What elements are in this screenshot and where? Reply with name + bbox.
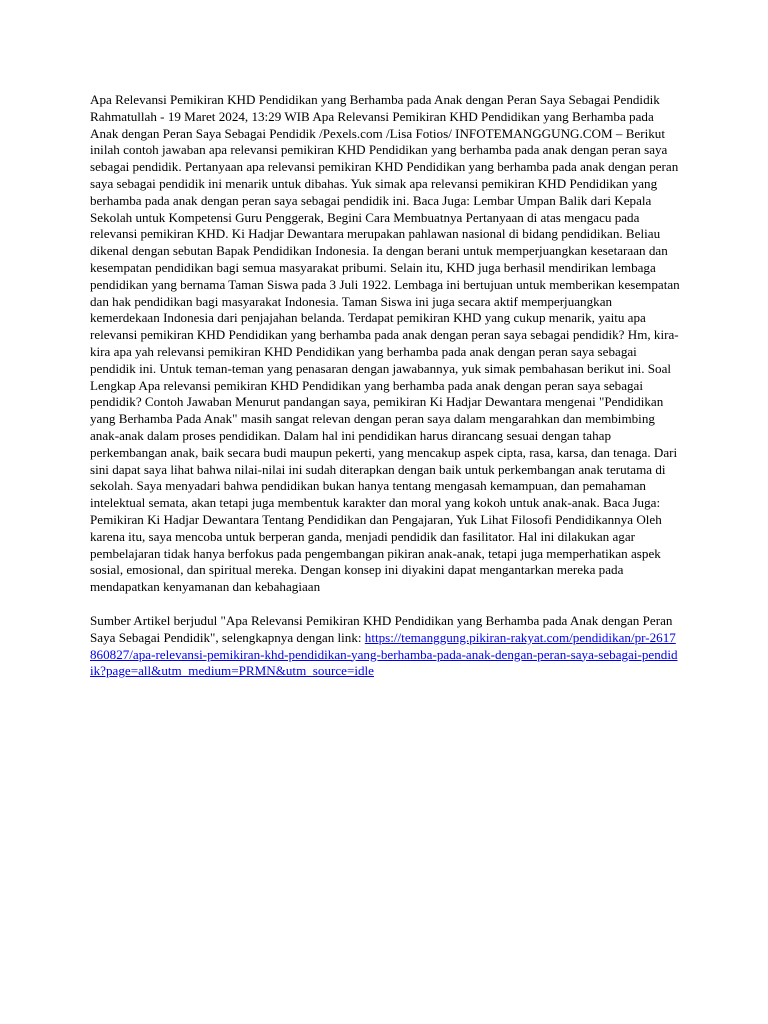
source-paragraph <box>90 613 680 680</box>
source-prefix: Sumber Artikel berjudul "Apa Relevansi Pemikiran KHD Pendidikan yang Berhamba pada Anak dengan Peran Saya Sebagai Pendidik", selengkapnya dengan link: <box>90 612 673 645</box>
article-body: Apa Relevansi Pemikiran KHD Pendidikan yang Berhamba pada Anak dengan Peran Saya Sebagai Pendidik Rahmatullah - 19 Maret 2024, 13:29 WIB Apa Relevansi Pemikiran KHD Pendidikan yang Berhamba pada Anak dengan Peran Saya Sebagai Pendidik /Pexels.com /Lisa Fotios/ INFOTEMANGGUNG.COM – Berikut inilah contoh jawaban apa relevansi pemikiran KHD Pendidikan yang berhamba pada anak dengan peran saya sebagai pendidik. Pertanyaan apa relevansi pemikiran KHD Pendidikan yang berhamba pada anak dengan peran saya sebagai pendidik ini menarik untuk dibahas. Yuk simak apa relevansi pemikiran KHD Pendidikan yang berhamba pada anak dengan peran saya sebagai pendidik ini. Baca Juga: Lembar Umpan Balik dari Kepala Sekolah untuk Kompetensi Guru Penggerak, Begini Cara Membuatnya Pertanyaan di atas mengacu pada relevansi pemikiran KHD. Ki Hadjar Dewantara merupakan pahlawan nasional di bidang pendidikan. Beliau dikenal dengan sebutan Bapak Pendidikan Indonesia. Ia dengan berani untuk memperjuangkan kesetaraan dan kesempatan pendidikan bagi semua masyarakat pribumi. Selain itu, KHD juga berhasil mendirikan lembaga pendidikan yang bernama Taman Siswa pada 3 Juli 1922. Lembaga ini bertujuan untuk memberikan kesempatan dan hak pendidikan bagi masyarakat Indonesia. Taman Siswa ini juga secara aktif memperjuangkan kemerdekaan Indonesia dari penjajahan belanda. Terdapat pemikiran KHD yang cukup menarik, yaitu apa relevansi pemikiran KHD Pendidikan yang berhamba pada anak dengan peran saya sebagai pendidik? Hm, kira-kira apa yah relevansi pemikiran KHD Pendidikan yang berhamba pada anak dengan peran saya sebagai pendidik ini. Untuk teman-teman yang penasaran dengan jawabannya, yuk simak pembahasan berikut ini. Soal Lengkap Apa relevansi pemikiran KHD Pendidikan yang berhamba pada anak dengan peran saya sebagai pendidik? Contoh Jawaban Menurut pandangan saya, pemikiran Ki Hadjar Dewantara mengenai "Pendidikan yang Berhamba Pada Anak" masih sangat relevan dengan peran saya dalam mengarahkan dan membimbing anak-anak dalam proses pendidikan. Dalam hal ini pendidikan harus dirancang sesuai dengan tahap perkembangan anak, baik secara budi maupun pekerti, yang mencakup aspek cipta, rasa, karsa, dan tenaga. Dari sini dapat saya lihat bahwa nilai-nilai ini sudah diterapkan dengan baik untuk perkembangan anak terutama di sekolah. Saya menyadari bahwa pendidikan bukan hanya tentang mengasah kemampuan, dan pemahaman intelektual semata, akan tetapi juga membentuk karakter dan moral yang kokoh untuk anak-anak. Baca Juga: Pemikiran Ki Hadjar Dewantara Tentang Pendidikan dan Pengajaran, Yuk Lihat Filosofi Pendidikannya Oleh karena itu, saya mencoba untuk berperan ganda, menjadi pendidik dan fasilitator. Hal ini dilakukan agar pembelajaran tidak hanya berfokus pada pengembangan pikiran anak-anak, tetapi juga memperhatikan aspek sosial, emosional, dan spiritual mereka. Dengan konsep ini diyakini dapat mengantarkan mereka pada mendapatkan kenyamanan dan kebahagiaan <box>90 92 680 595</box>
document-page <box>90 92 680 680</box>
source-link[interactable]: https://temanggung.pikiran-rakyat.com/pendidikan/pr-2617860827/apa-relevansi-pemikiran-khd-pendidikan-yang-berhamba-pada-anak-dengan-peran-saya-sebagai-pendidik?page=all&utm_medium=PRMN&utm_source=idle <box>90 629 678 679</box>
